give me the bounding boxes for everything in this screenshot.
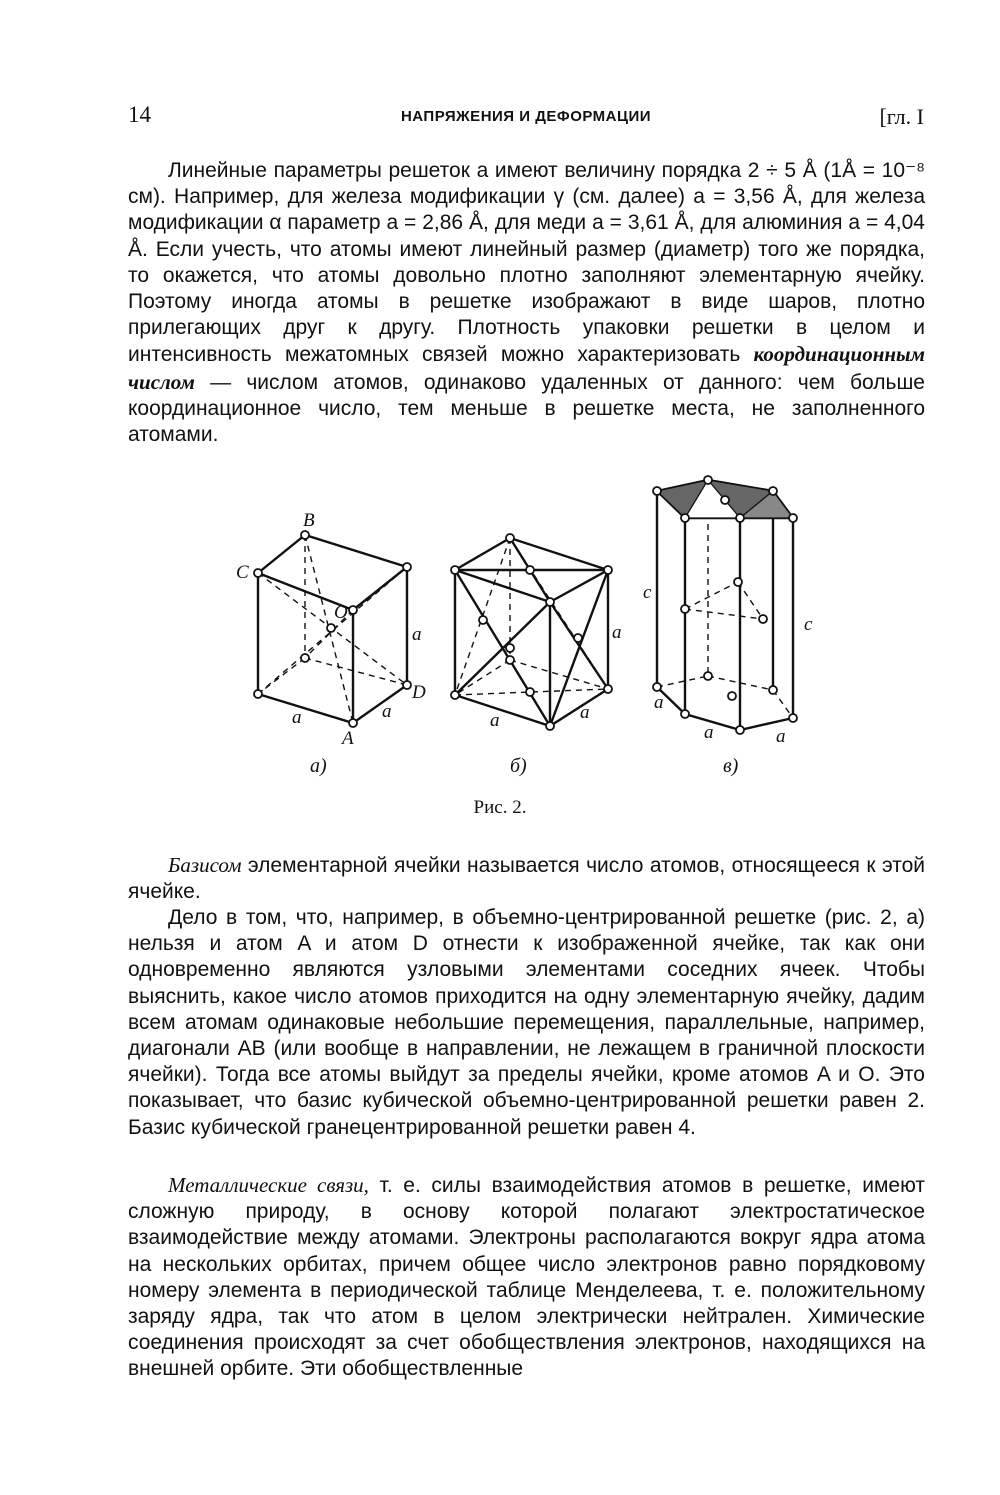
sublabel-a: а) bbox=[310, 755, 327, 777]
page-header bbox=[128, 102, 924, 136]
label-b-edge-front-left: a bbox=[490, 710, 500, 731]
label-a-C: C bbox=[236, 562, 249, 583]
paragraph-metallic-bonds: Металлические связи, т. е. силы взаимодействия атомов в решетке, имеют сложную природу, в основу которой полагают электростатическое взаимодействие между атомами. Электроны располагаются вокруг ядра атома на нескольких орбитах, причем общее число электронов равно порядковому номеру элемента в периодической таблице Менделеева, т. е. положительному заряду ядра, так что атом в целом электрически нейтрален. Химические соединения происходят за счет обобществления электронов, находящихся на внешней орбите. Эти обобществленные bbox=[128, 1173, 925, 1381]
term-basis: Базисом bbox=[168, 853, 242, 877]
label-a-edge-right: a bbox=[412, 624, 422, 645]
label-a-A: A bbox=[342, 728, 354, 749]
label-c-edge-front: a bbox=[704, 722, 714, 743]
label-a-D: D bbox=[412, 682, 426, 703]
label-a-O: O bbox=[334, 602, 348, 623]
label-a-B: B bbox=[303, 510, 315, 531]
figure-caption: Рис. 2. bbox=[473, 797, 527, 818]
lattice-figure bbox=[220, 470, 820, 800]
term-coordination-number: координационным числом bbox=[128, 342, 925, 394]
paragraph-basis-definition: Базисом элементарной ячейки называется число атомов, относящееся к этой ячейке. bbox=[128, 853, 925, 904]
label-b-edge-front-right: a bbox=[580, 702, 590, 723]
label-c-edge-right: a bbox=[776, 726, 786, 747]
label-a-edge-front-left: a bbox=[292, 707, 302, 728]
label-c-edge-left: a bbox=[654, 692, 664, 713]
label-c-height-left: c bbox=[643, 582, 652, 603]
figure-labels bbox=[236, 510, 813, 777]
sublabel-b: б) bbox=[510, 755, 527, 777]
label-b-edge-right: a bbox=[612, 622, 622, 643]
paragraph-lattice-parameters: Линейные параметры решеток a имеют величину порядка 2 ÷ 5 Å (1Å = 10⁻⁸ см). Например, для железа модификации γ (см. далее) a = 3,56 Å, для железа модификации α параметр a = 2,86 Å, для меди a = 3,61 Å, для алюминия a = 4,04 Å. Если учесть, что атомы имеют линейный размер (диаметр) того же порядка, то окажется, что атомы довольно плотно заполняют элементарную ячейку. Поэтому иногда атомы в решетке изображают в виде шаров, плотно прилегающих друг к другу. Плотность упаковки решетки в целом и интенсивность межатомных связей можно характеризовать координационным числом — числом атомов, одинаково удаленных от данного: чем больше координационное число, тем меньше в решетке места, не заполненного атомами. bbox=[128, 159, 925, 447]
running-title: НАПРЯЖЕНИЯ И ДЕФОРМАЦИИ bbox=[400, 108, 652, 125]
label-a-edge-front-right: a bbox=[382, 701, 392, 722]
label-c-height-right: c bbox=[804, 614, 813, 635]
paragraph-basis-explanation: Дело в том, что, например, в объемно-центрированной решетке (рис. 2, а) нельзя и атом A и атом D отнести к изображенной ячейке, так как они одновременно являются узловыми элементами соседних ячеек. Чтобы выяснить, какое число атомов приходится на одну элементарную ячейку, дадим всем атомам одинаковые небольшие перемещения, параллельные, например, диагонали AB (или вообще в направлении, не лежащем в граничной плоскости ячейки). Тогда все атомы выйдут за пределы ячейки, кроме атомов A и O. Это показывает, что базис кубической объемно-центрированной решетки равен 2. Базис кубической гранецентрированной решетки равен 4. bbox=[128, 906, 925, 1139]
chapter-marker: [гл. I bbox=[879, 104, 924, 129]
sublabel-c: в) bbox=[723, 755, 739, 777]
term-metallic-bonds: Металлические связи, bbox=[168, 1173, 369, 1197]
page-number: 14 bbox=[128, 102, 151, 127]
